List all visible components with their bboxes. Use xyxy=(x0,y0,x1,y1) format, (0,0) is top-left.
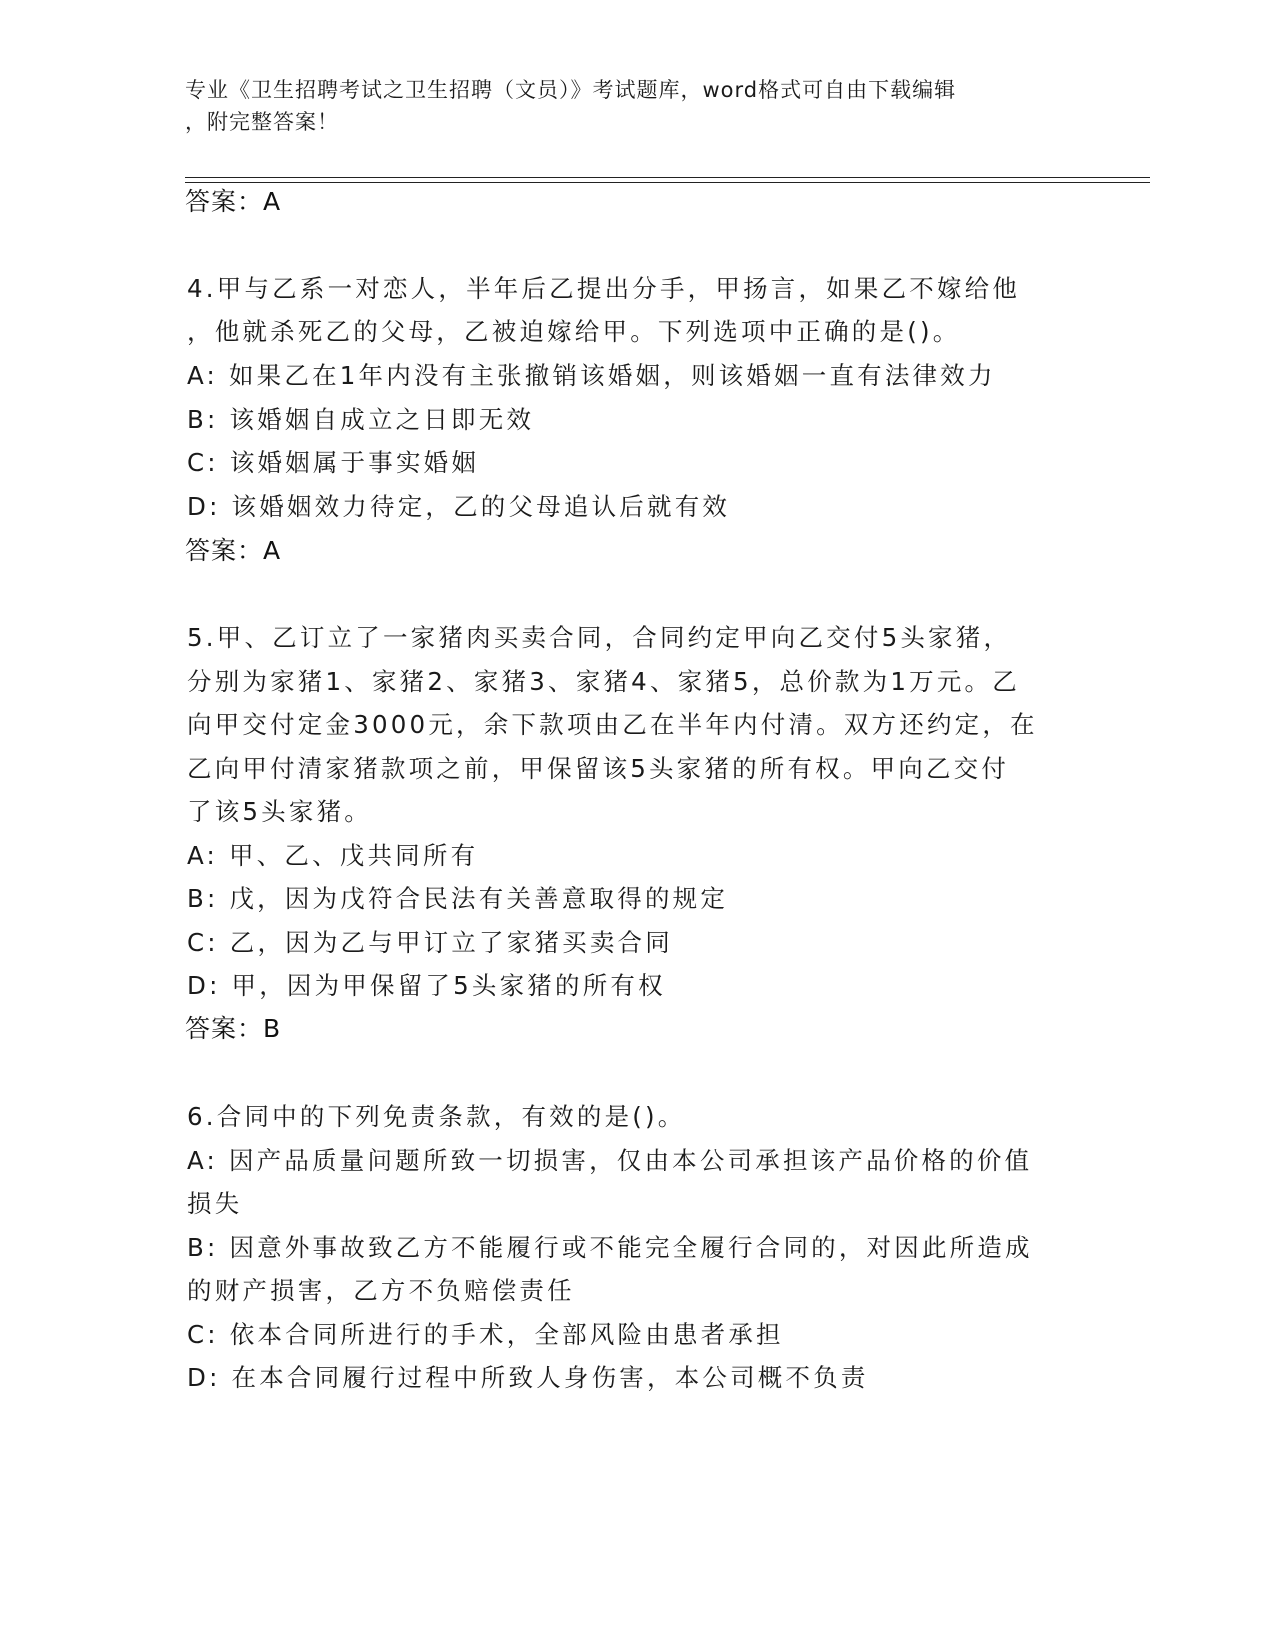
q4-answer: 答案：A xyxy=(185,536,282,565)
q5-stem-line-1: 5.甲、乙订立了一家猪肉买卖合同，合同约定甲向乙交付5头家猪， xyxy=(187,623,1012,652)
q4-option-b: B: 该婚姻自成立之日即无效 xyxy=(187,405,535,434)
page-header xyxy=(185,74,1065,138)
q5-stem-line-3: 向甲交付定金3000元，余下款项由乙在半年内付清。双方还约定，在 xyxy=(187,710,1038,739)
q5-answer: 答案：B xyxy=(185,1014,282,1043)
q4-option-c: C: 该婚姻属于事实婚姻 xyxy=(187,448,480,477)
q5-stem-line-4: 乙向甲付清家猪款项之前，甲保留该5头家猪的所有权。甲向乙交付 xyxy=(187,754,1010,783)
q6-option-a-line-2: 损失 xyxy=(187,1189,243,1218)
q4-option-a: A: 如果乙在1年内没有主张撤销该婚姻，则该婚姻一直有法律效力 xyxy=(187,361,996,390)
q6-option-c: C: 依本合同所进行的手术，全部风险由患者承担 xyxy=(187,1320,784,1349)
q5-option-b: B: 戊，因为戊符合民法有关善意取得的规定 xyxy=(187,884,729,913)
q4-stem-line-1: 4.甲与乙系一对恋人，半年后乙提出分手，甲扬言，如果乙不嫁给他 xyxy=(187,274,1021,303)
header-line-1: 专业《卫生招聘考试之卫生招聘（文员）》考试题库，word格式可自由下载编辑 xyxy=(185,78,957,102)
q5-stem-line-5: 了该5头家猪。 xyxy=(187,797,372,826)
q6-option-b-line-2: 的财产损害，乙方不负赔偿责任 xyxy=(187,1276,575,1305)
q5-stem-line-2: 分别为家猪1、家猪2、家猪3、家猪4、家猪5，总价款为1万元。乙 xyxy=(187,667,1020,696)
q5-option-a: A: 甲、乙、戊共同所有 xyxy=(187,841,479,870)
q6-option-a-line-1: A: 因产品质量问题所致一切损害，仅由本公司承担该产品价格的价值 xyxy=(187,1146,1033,1175)
header-divider-bottom xyxy=(185,182,1150,183)
q4-option-d: D: 该婚姻效力待定，乙的父母追认后就有效 xyxy=(187,492,731,521)
q6-option-d: D: 在本合同履行过程中所致人身伤害，本公司概不负责 xyxy=(187,1363,869,1392)
q5-option-c: C: 乙，因为乙与甲订立了家猪买卖合同 xyxy=(187,928,673,957)
q6-option-b-line-1: B: 因意外事故致乙方不能履行或不能完全履行合同的，对因此所造成 xyxy=(187,1233,1033,1262)
q4-stem-line-2: ，他就杀死乙的父母，乙被迫嫁给甲。下列选项中正确的是()。 xyxy=(187,317,961,346)
header-divider-top xyxy=(185,177,1150,178)
q6-stem-line-1: 6.合同中的下列免责条款，有效的是()。 xyxy=(187,1102,686,1131)
previous-answer: 答案：A xyxy=(185,187,282,216)
header-line-2: ，附完整答案！ xyxy=(185,110,339,134)
q5-option-d: D: 甲，因为甲保留了5头家猪的所有权 xyxy=(187,971,666,1000)
